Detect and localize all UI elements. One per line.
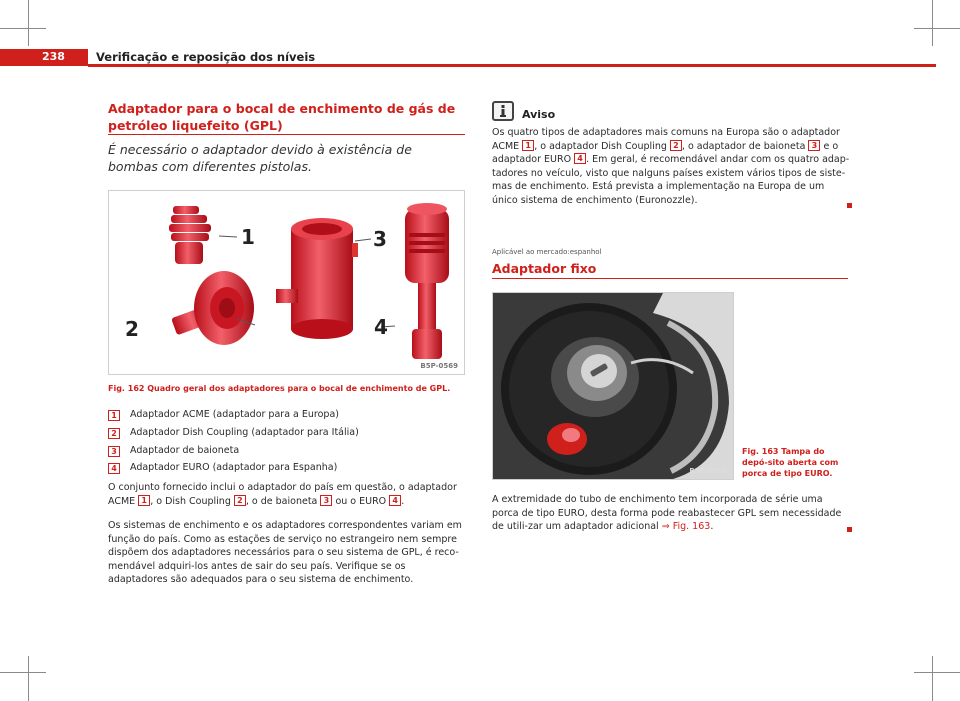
number-badge: 1 — [108, 410, 120, 421]
figure-code: B5P-0569 — [420, 362, 458, 370]
page-number: 238 — [42, 50, 65, 63]
lead-paragraph: É necessário o adaptador devido à existência de bombas com diferentes pistolas. — [108, 142, 412, 174]
number-badge: 3 — [108, 446, 120, 457]
crop-mark — [28, 0, 29, 46]
aviso-paragraph: Os quatro tipos de adaptadores mais comuns na Europa são o adaptador ACME 1 , o adaptador Dish Coupling 2 , o adaptador de baioneta 3 e o adaptador EURO 4 . Em geral, é recomendável andar com os quatro adap-tadores no veículo, visto que nalguns países existem vários tipos de siste-mas de enchimento. Está prevista a implementação na Europa de um único sistema de enchimento (Euronozzle). — [492, 127, 850, 206]
adapters-illustration — [109, 191, 465, 375]
crop-mark — [932, 656, 933, 701]
section-rule — [108, 134, 465, 135]
number-badge: 2 — [670, 140, 682, 151]
market-note: Aplicável ao mercado:espanhol — [492, 248, 602, 256]
callout-3: 3 — [373, 227, 387, 251]
header-rule — [88, 64, 936, 67]
running-header: Verificação e reposição dos níveis — [96, 50, 316, 64]
number-badge: 3 — [320, 495, 332, 506]
figure-163 — [492, 292, 734, 480]
end-marker — [847, 203, 852, 208]
number-badge: 3 — [808, 140, 820, 151]
number-badge: 2 — [108, 428, 120, 439]
section-title: Adaptador para o bocal de enchimento de gás de petróleo liquefeito (GPL) — [108, 101, 456, 133]
subsection-rule — [492, 278, 848, 279]
number-badge: 4 — [389, 495, 401, 506]
number-badge: 1 — [138, 495, 150, 506]
list-text: Adaptador de baioneta — [130, 445, 240, 456]
figure-caption: Fig. 162 Quadro geral dos adaptadores para o bocal de enchimento de GPL. — [108, 384, 451, 393]
number-badge: 2 — [234, 495, 246, 506]
list-text: Adaptador EURO (adaptador para Espanha) — [130, 462, 338, 473]
aviso-title: Aviso — [522, 108, 556, 121]
list-text: Adaptador Dish Coupling (adaptador para Itália) — [130, 427, 359, 438]
figure-caption: Fig. 163 Tampa do depó-sito aberta com porca de tipo EURO. — [742, 447, 839, 478]
paragraph-euro-nut: A extremidade do tubo de enchimento tem incorporada de série uma porca de tipo EURO, desta forma pode reabastecer GPL sem necessidade de utili-zar um adaptador adicional ⇒ Fig. 163. — [492, 494, 842, 532]
crop-mark — [28, 656, 29, 701]
end-marker — [847, 527, 852, 532]
subsection-title: Adaptador fixo — [492, 261, 597, 276]
callout-4: 4 — [374, 315, 388, 339]
crop-mark — [0, 28, 46, 29]
paragraph-systems: Os sistemas de enchimento e os adaptadores correspondentes variam em função do país. Como as estações de serviço no estrangeiro nem sempre dispõem dos adaptadores necessários para o seu sistema de GPL, é reco-mendável adquiri-los antes de sair do seu país. Verifique se os adaptadores são adequados para o seu sistema de enchimento. — [108, 520, 462, 585]
fuel-cap-illustration — [493, 293, 734, 480]
crop-mark — [914, 28, 960, 29]
callout-1: 1 — [241, 225, 255, 249]
paragraph-kit: O conjunto fornecido inclui o adaptador do país em questão, o adaptador ACME 1 , o Dish Coupling 2 , o de baioneta 3 ou o EURO 4 . — [108, 482, 457, 507]
info-book-icon — [492, 101, 514, 121]
crop-mark — [914, 672, 960, 673]
number-badge: 4 — [574, 153, 586, 164]
number-badge: 4 — [108, 463, 120, 474]
crop-mark — [932, 0, 933, 46]
figure-code: B5P-0656 — [689, 467, 727, 475]
callout-2: 2 — [125, 317, 139, 341]
list-text: Adaptador ACME (adaptador para a Europa) — [130, 409, 339, 420]
figure-162 — [108, 190, 465, 375]
crop-mark — [0, 672, 46, 673]
figure-link[interactable]: ⇒ Fig. 163 — [661, 521, 711, 532]
number-badge: 1 — [522, 140, 534, 151]
